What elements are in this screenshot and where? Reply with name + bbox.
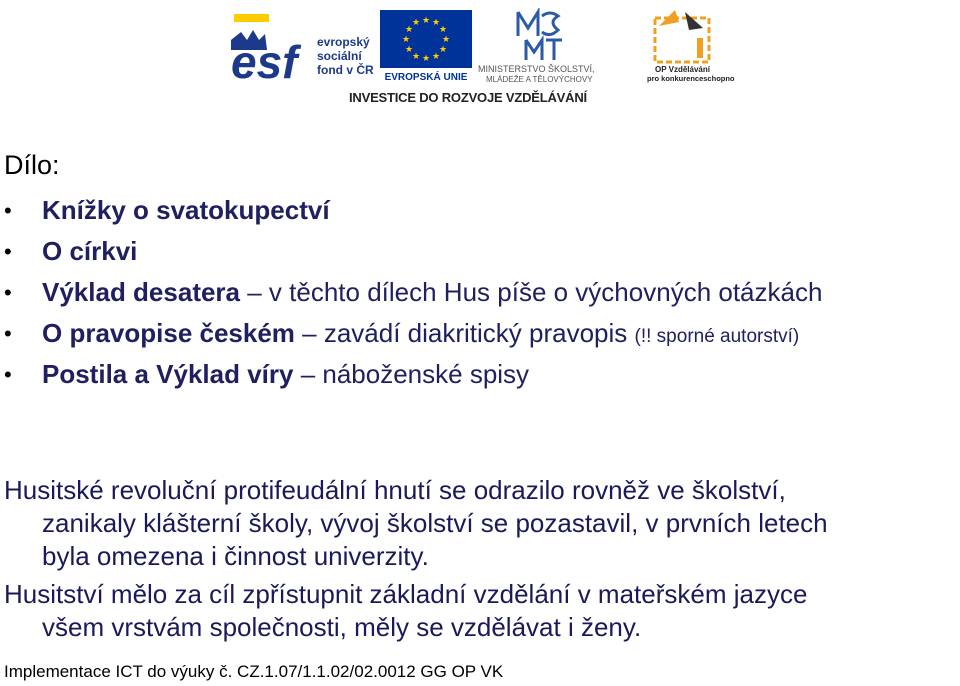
op-vzdelavani-logo (645, 8, 735, 83)
svg-text:★: ★ (421, 54, 431, 64)
svg-text:★: ★ (438, 25, 448, 35)
svg-text:sociální: sociální (317, 49, 362, 63)
bullet-icon: • (4, 280, 12, 305)
list-item: • O církvi (0, 231, 960, 272)
paragraph-hussite-movement: Husitské revoluční protifeudální hnutí se odrazilo rovněž ve školství, zanikaly klášterní školy, vývoj školství se pozastavil, v prvních letech byla omezena i činnost univerzity. (4, 475, 828, 571)
list-item: • Výklad desatera – v těchto dílech Hus píše o výchovných otázkách (0, 272, 960, 313)
bullet-icon: • (4, 362, 12, 387)
footer-project-id: Implementace ICT do výuky č. CZ.1.07/1.1.02/02.0012 GG OP VK (4, 662, 504, 681)
svg-text:pro konkurenceschopnost: pro konkurenceschopnost (647, 74, 735, 83)
svg-text:MINISTERSTVO ŠKOLSTVÍ,: MINISTERSTVO ŠKOLSTVÍ, (478, 64, 595, 74)
bullet-icon: • (4, 198, 12, 223)
svg-text:★: ★ (431, 52, 441, 62)
svg-text:MLÁDEŽE A TĚLOVÝCHOVY: MLÁDEŽE A TĚLOVÝCHOVY (486, 75, 593, 83)
svg-text:OP Vzdělávání: OP Vzdělávání (655, 65, 710, 74)
esf-wordmark: esf (231, 36, 298, 82)
section-heading: Dílo: (4, 150, 60, 180)
svg-text:★: ★ (404, 25, 414, 35)
svg-text:★: ★ (441, 35, 451, 45)
bullet-icon: • (4, 239, 12, 264)
svg-text:fond v ČR: fond v ČR (317, 63, 374, 77)
svg-text:★: ★ (404, 45, 414, 55)
svg-text:★: ★ (438, 45, 448, 55)
bullet-icon: • (4, 321, 12, 346)
list-item: • Postila a Výklad víry – náboženské spisy (0, 354, 960, 395)
svg-text:★: ★ (431, 18, 441, 28)
eu-flag-logo (380, 10, 472, 82)
paragraph-hussite-goal: Husitství mělo za cíl zpřístupnit základní vzdělání v mateřském jazyce všem vrstvám společnosti, měly se vzdělávat i ženy. (4, 579, 808, 642)
esf-logo (229, 10, 376, 82)
svg-text:★: ★ (411, 18, 421, 28)
header-logos (0, 0, 960, 115)
investment-tagline: INVESTICE DO ROZVOJE VZDĚLÁVÁNÍ (349, 90, 587, 105)
msmt-logo (478, 8, 628, 83)
svg-text:★: ★ (411, 52, 421, 62)
svg-text:★: ★ (401, 35, 411, 45)
list-item: • Knížky o svatokupectví (0, 190, 960, 231)
list-item: • O pravopise českém – zavádí diakritický pravopis (!! sporné autorství) (0, 313, 960, 354)
svg-text:★: ★ (421, 16, 431, 26)
svg-text:evropský: evropský (317, 35, 370, 49)
svg-text:EVROPSKÁ UNIE: EVROPSKÁ UNIE (384, 72, 468, 82)
works-list (0, 190, 960, 395)
